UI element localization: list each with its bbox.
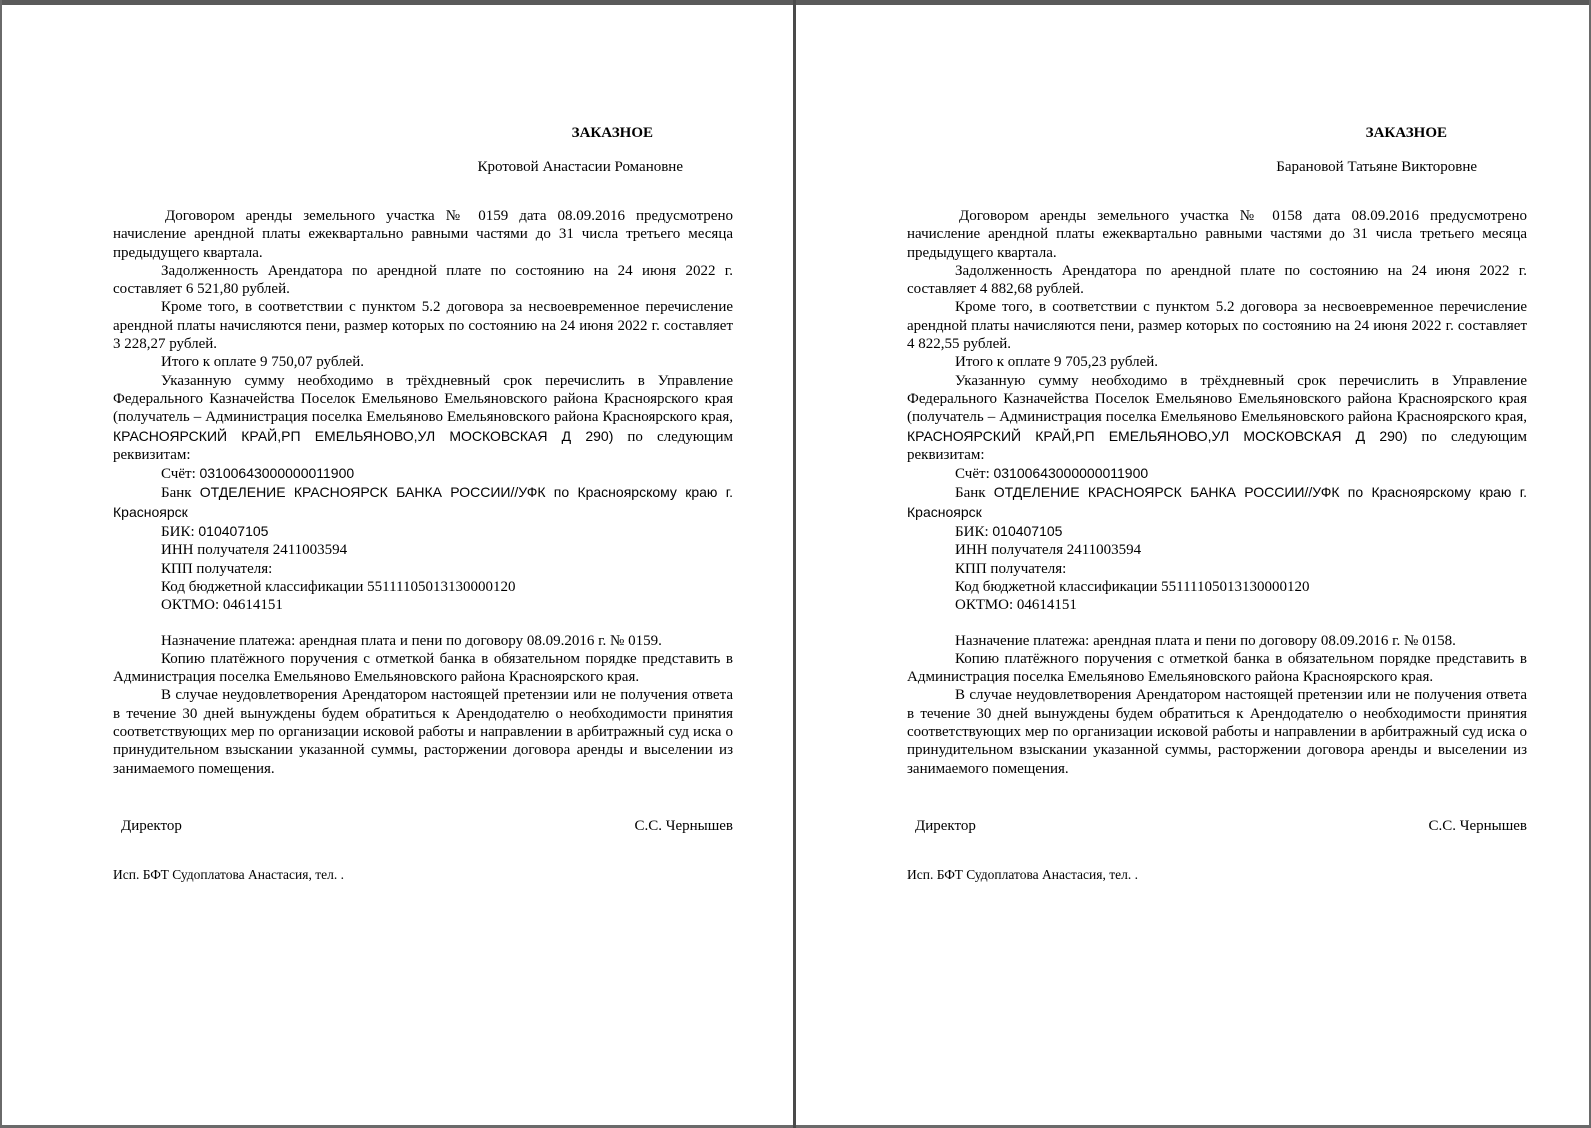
paragraph-copy: Копию платёжного поручения с отметкой банка в обязательном порядке представить в Администрация поселка Емельяново Емельяновского района Красноярского края.: [907, 650, 1527, 686]
transfer-text-a: Указанную сумму необходимо в трёхдневный срок перечислить в Управление Федерального Казначейства Поселок Емельяново Емельяновского района Красноярского края (получатель – Администрация поселка Емельяново Емельяновского района Красноярского края,: [113, 372, 733, 426]
executor-line: Исп. БФТ Судоплатова Анастасия, тел. .: [113, 866, 344, 882]
recipient-address: КРАСНОЯРСКИЙ КРАЙ,РП ЕМЕЛЬЯНОВО,УЛ МОСКОВСКАЯ Д 290): [907, 427, 1408, 444]
oktmo-line: ОКТМО: 04614151: [955, 597, 1077, 614]
paragraph-total: Итого к оплате 9 750,07 рублей.: [161, 354, 365, 371]
registered-mark: ЗАКАЗНОЕ: [571, 125, 653, 141]
paragraph-contract: Договором аренды земельного участка № 0159 дата 08.09.2016 предусмотрено начисление арендной платы ежеквартально равными частями до 31 числа третьего месяца предыдущего квартала.: [113, 208, 733, 261]
paragraph-claim: В случае неудовлетворения Арендатором настоящей претензии или не получения ответа в течение 30 дней вынуждены будем обратиться к Арендодателю о необходимости принятия соответствующих мер по организации исковой работы и направлении в арбитражный суд иска о принудительном взыскании указанной суммы, расторжении договора аренды и выселении из занимаемого помещения.: [113, 687, 733, 777]
document-page-1: [2, 5, 793, 1125]
payment-purpose: Назначение платежа: арендная плата и пени по договору 08.09.2016 г. № 0159.: [161, 632, 662, 649]
bank-line: [113, 483, 733, 522]
registered-mark: ЗАКАЗНОЕ: [1365, 125, 1447, 141]
kbk-line: Код бюджетной классификации 55111105013130000120: [161, 578, 516, 595]
director-title: Директор: [121, 817, 182, 834]
paragraph-total: Итого к оплате 9 705,23 рублей.: [955, 354, 1159, 371]
bik-value: 010407105: [198, 523, 269, 540]
paragraph-penalty: Кроме того, в соответствии с пунктом 5.2 договора за несвоевременное перечисление арендной платы начисляются пени, размер которых по состоянию на 24 июня 2022 г. составляет 3 228,27 рублей.: [113, 299, 733, 353]
letter-content: [907, 123, 1527, 884]
paragraph-transfer: [113, 372, 733, 464]
bank-label: Банк: [161, 485, 192, 502]
kpp-line: КПП получателя:: [955, 560, 1067, 577]
spacer: [907, 615, 1527, 632]
spacer: [113, 615, 733, 632]
inn-line: ИНН получателя 2411003594: [955, 542, 1142, 559]
bik-line: [113, 522, 733, 541]
executor-line: Исп. БФТ Судоплатова Анастасия, тел. .: [907, 866, 1138, 882]
paragraph-contract: Договором аренды земельного участка № 0158 дата 08.09.2016 предусмотрено начисление арендной платы ежеквартально равными частями до 31 числа третьего месяца предыдущего квартала.: [907, 208, 1527, 261]
signature-block: [907, 816, 1527, 836]
paragraph-claim: В случае неудовлетворения Арендатором настоящей претензии или не получения ответа в течение 30 дней вынуждены будем обратиться к Арендодателю о необходимости принятия соответствующих мер по организации исковой работы и направлении в арбитражный суд иска о принудительном взыскании указанной суммы, расторжении договора аренды и выселении из занимаемого помещения.: [907, 687, 1527, 777]
payment-purpose: Назначение платежа: арендная плата и пени по договору 08.09.2016 г. № 0158.: [955, 632, 1456, 649]
director-name: С.С. Чернышев: [1428, 817, 1527, 834]
bank-name: ОТДЕЛЕНИЕ КРАСНОЯРСК БАНКА РОССИИ//УФК по Красноярскому краю г. Красноярск: [907, 484, 1527, 520]
account-label: Счёт:: [955, 466, 990, 483]
account-line: [907, 464, 1527, 483]
bank-label: Банк: [955, 485, 986, 502]
account-line: [113, 464, 733, 483]
paragraph-penalty: Кроме того, в соответствии с пунктом 5.2 договора за несвоевременное перечисление арендной платы начисляются пени, размер которых по состоянию на 24 июня 2022 г. составляет 4 822,55 рублей.: [907, 299, 1527, 353]
paragraph-copy: Копию платёжного поручения с отметкой банка в обязательном порядке представить в Администрация поселка Емельяново Емельяновского района Красноярского края.: [113, 650, 733, 686]
addressee: Барановой Татьяне Викторовне: [1276, 159, 1477, 175]
account-number: 03100643000000011900: [993, 465, 1149, 482]
bik-label: БИК:: [161, 524, 195, 541]
letter-body: [113, 207, 733, 778]
bik-label: БИК:: [955, 524, 989, 541]
document-page-2: [796, 5, 1587, 1125]
transfer-text-c: по следующим реквизитам:: [113, 428, 733, 463]
paragraph-transfer: [907, 372, 1527, 464]
recipient-address: КРАСНОЯРСКИЙ КРАЙ,РП ЕМЕЛЬЯНОВО,УЛ МОСКОВСКАЯ Д 290): [113, 427, 614, 444]
oktmo-line: ОКТМО: 04614151: [161, 597, 283, 614]
kpp-line: КПП получателя:: [161, 560, 273, 577]
paragraph-debt: Задолженность Арендатора по арендной плате по состоянию на 24 июня 2022 г. составляет 6 521,80 рублей.: [113, 262, 733, 298]
letter-content: [113, 123, 733, 884]
bik-value: 010407105: [992, 523, 1063, 540]
account-label: Счёт:: [161, 466, 196, 483]
bank-name: ОТДЕЛЕНИЕ КРАСНОЯРСК БАНКА РОССИИ//УФК по Красноярскому краю г. Красноярск: [113, 484, 733, 520]
bik-line: [907, 522, 1527, 541]
addressee: Кротовой Анастасии Романовне: [477, 159, 683, 175]
paragraph-debt: Задолженность Арендатора по арендной плате по состоянию на 24 июня 2022 г. составляет 4 882,68 рублей.: [907, 262, 1527, 298]
director-name: С.С. Чернышев: [634, 817, 733, 834]
letter-body: [907, 207, 1527, 778]
signature-block: [113, 816, 733, 836]
transfer-text-a: Указанную сумму необходимо в трёхдневный срок перечислить в Управление Федерального Казначейства Поселок Емельяново Емельяновского района Красноярского края (получатель – Администрация поселка Емельяново Емельяновского района Красноярского края,: [907, 372, 1527, 426]
account-number: 03100643000000011900: [199, 465, 355, 482]
director-title: Директор: [915, 817, 976, 834]
bank-line: [907, 483, 1527, 522]
inn-line: ИНН получателя 2411003594: [161, 542, 348, 559]
transfer-text-c: по следующим реквизитам:: [907, 428, 1527, 463]
kbk-line: Код бюджетной классификации 55111105013130000120: [955, 578, 1310, 595]
